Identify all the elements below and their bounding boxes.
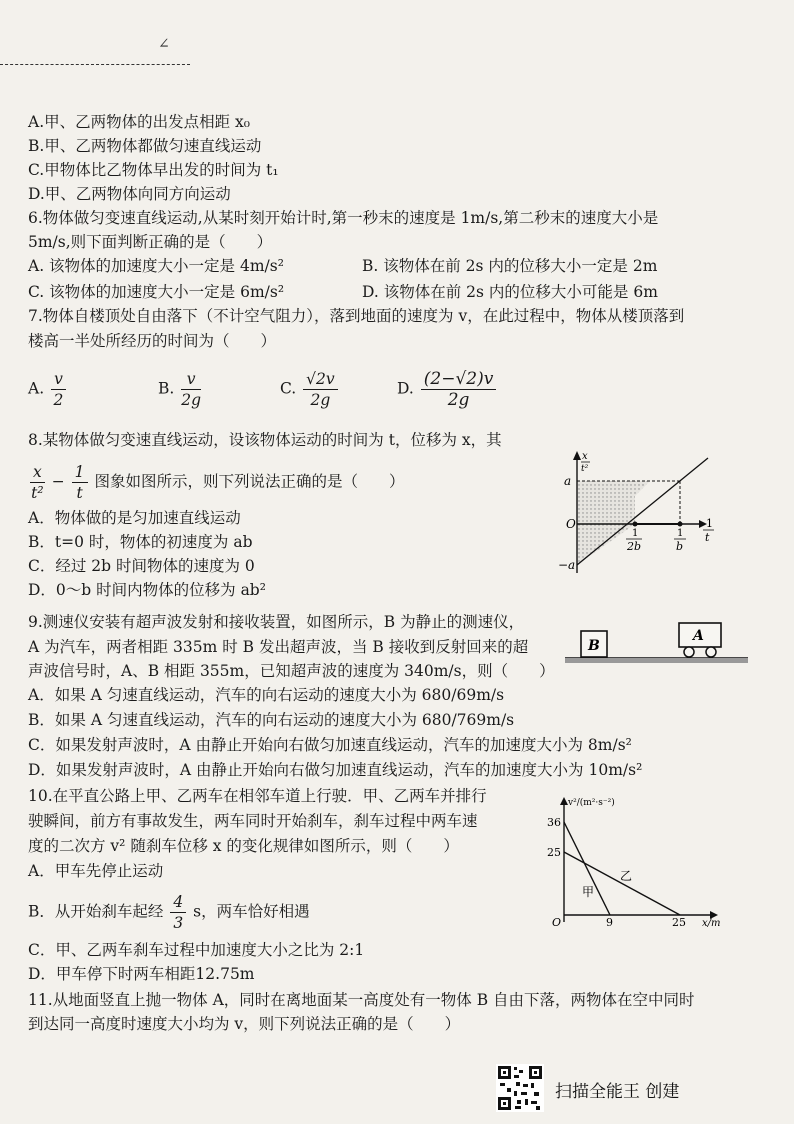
q9-stem-line1: 9.测速仪安装有超声波发射和接收装置，如图所示，B 为静止的测速仪， [28,613,525,631]
top-divider [0,64,190,65]
q9-option-b: B．如果 A 匀速直线运动，汽车的向右运动的速度大小为 680/769m/s [28,711,515,729]
scan-mark: ∠ [158,36,170,52]
q10-tick-25x: 25 [672,916,686,929]
q9-car-wheel-right [706,647,716,657]
q8-y-label-den: t² [581,464,589,474]
q9-stem-line3: 声波信号时，A、B 相距 355m，已知超声波的速度为 340m/s，则（ ） [28,662,555,680]
q8-option-b: B．t=0 时，物体的初速度为 ab [28,533,253,551]
q10-origin: O [552,916,562,929]
q8-label-origin: O [566,517,576,531]
q8-label-1-left: 1 [632,528,639,539]
q7-a-denominator: 2 [53,391,64,409]
q7-stem-line1: 7.物体自楼顶处自由落下（不计空气阻力），落到地面的速度为 v，在此过程中，物体从楼顶落到 [28,307,685,325]
q8-label-1-right: 1 [677,528,684,539]
q7-option-b-label: B. [158,379,175,398]
q10-b-numerator: 4 [170,892,186,913]
q9-option-d: D．如果发射声波时，A 由静止开始向右做匀加速直线运动，汽车的加速度大小为 10m/s² [28,761,643,779]
q5-option-b: B.甲、乙两物体都做匀速直线运动 [28,137,262,155]
q10-stem-line2: 驶瞬间，前方有事故发生，两车同时开始刹车，刹车过程中两车速 [28,812,478,830]
q10-option-a: A．甲车先停止运动 [28,862,164,880]
q10-line-jia [564,822,610,915]
q8-stem-line1: 8.某物体做匀变速直线运动，设该物体运动的时间为 t，位移为 x，其 [28,431,502,449]
q7-option-b [158,369,203,410]
q7-c-denominator: 2g [310,391,331,409]
q7-c-numerator: √2v [303,369,338,390]
q11-stem-line1: 11.从地面竖直上抛一物体 A，同时在离地面某一高度处有一物体 B 自由下落，两物体在空中同时 [28,991,695,1009]
q9-car-wheel-left [684,647,694,657]
q10-option-b-post: s，两车恰好相遇 [193,902,310,921]
q10-option-b [28,892,310,933]
q5-option-d: D.甲、乙两物体向同方向运动 [28,185,231,203]
q10-x-label: x/m [702,918,721,929]
q6-stem-line1: 6.物体做匀变速直线运动,从某时刻开始计时,第一秒末的速度是 1m/s,第二秒末的速度大小是 [28,209,659,227]
q7-b-numerator: v [181,369,201,390]
q7-option-d-label: D. [397,379,414,398]
q8-point-2b [633,522,638,527]
q8-stem-line2-text: 图象如图所示，则下列说法正确的是（ ） [94,472,405,491]
q10-y-arrow [560,797,568,805]
q7-b-denominator: 2g [181,391,202,409]
q9-option-c: C．如果发射声波时，A 由静止开始向右做匀加速直线运动，汽车的加速度大小为 8m/s² [28,736,632,754]
q6-option-a: A. 该物体的加速度大小一定是 4m/s² [28,257,284,275]
q9-figure [563,615,758,667]
q7-option-a-label: A. [28,379,45,398]
q7-stem-line2: 楼高一半处所经历的时间为（ ） [28,332,277,350]
q7-d-denominator: 2g [447,390,470,410]
q8-frac1-denominator: t² [31,484,44,502]
q8-y-arrow [573,451,581,460]
q8-label-neg-a: −a [558,558,576,572]
q8-label-2b: 2b [627,540,642,553]
qr-code-icon [496,1064,544,1112]
footer-brand: 扫描全能王 创建 [555,1082,680,1102]
q8-frac2-denominator: t [76,484,83,502]
q7-option-c [280,369,340,410]
q10-option-c: C．甲、乙两车刹车过程中加速度大小之比为 2:1 [28,941,365,959]
q10-stem-line3: 度的二次方 v² 随刹车位移 x 的变化规律如图所示，则（ ） [28,837,459,855]
q10-tick-25: 25 [547,846,561,859]
q7-option-a [28,369,68,410]
q9-label-a: A [693,628,704,644]
q7-option-d [397,369,498,410]
q7-a-numerator: v [51,369,66,390]
q11-stem-line2: 到达同一高度时速度大小均为 v，则下列说法正确的是（ ） [28,1015,461,1033]
q9-option-a: A．如果 A 匀速直线运动，汽车的向右运动的速度大小为 680/69m/s [28,686,505,704]
q7-option-c-label: C. [280,379,297,398]
q5-option-c: C.甲物体比乙物体早出发的时间为 t₁ [28,161,279,179]
q8-dash: − [51,472,65,491]
q8-shaded-upper [577,481,650,524]
q10-label-yi: 乙 [620,869,633,883]
q8-option-c: C．经过 2b 时间物体的速度为 0 [28,557,255,575]
q8-option-a: A．物体做的是匀加速直线运动 [28,509,241,527]
q9-ground-hatch [565,658,748,663]
q8-frac2-numerator: 1 [72,462,88,483]
q10-tick-9: 9 [606,916,613,929]
q8-graph [530,448,730,578]
q10-tick-36: 36 [547,816,561,829]
q8-y-label-num: x [582,451,588,462]
q8-point-b [678,522,683,527]
q10-line-yi [564,852,680,915]
q6-option-d: D. 该物体在前 2s 内的位移大小可能是 6m [362,283,658,301]
q8-option-d: D．0～b 时间内物体的位移为 ab² [28,581,266,599]
q8-x-label-num: 1 [706,517,713,530]
q10-label-jia: 甲 [582,885,595,899]
q6-option-c: C. 该物体的加速度大小一定是 6m/s² [28,283,285,301]
q7-d-numerator: (2−√2)v [421,369,497,390]
q8-x-label-den: t [705,531,710,544]
q8-stem-line2 [28,462,404,503]
q9-stem-line2: A 为汽车，两者相距 335m 时 B 发出超声波，当 B 接收到反射回来的超 [28,638,529,656]
q10-b-denominator: 3 [173,914,184,932]
q10-option-b-pre: B．从开始刹车起经 [28,902,164,921]
q10-stem-line1: 10.在平直公路上甲、乙两车在相邻车道上行驶．甲、乙两车并排行 [28,787,487,805]
q5-option-a: A.甲、乙两物体的出发点相距 x₀ [28,113,251,131]
q6-option-b: B. 该物体在前 2s 内的位移大小一定是 2m [362,257,658,275]
q8-frac1-numerator: x [30,462,45,483]
q8-label-b: b [676,540,684,553]
q10-option-d: D．甲车停下时两车相距12.75m [28,965,255,983]
q8-label-a: a [564,474,572,488]
q9-label-b: B [588,638,600,654]
q10-y-label: v²/(m²·s⁻²) [568,798,615,808]
q6-stem-line2: 5m/s,则下面判断正确的是（ ） [28,233,273,251]
q10-graph [542,792,732,932]
